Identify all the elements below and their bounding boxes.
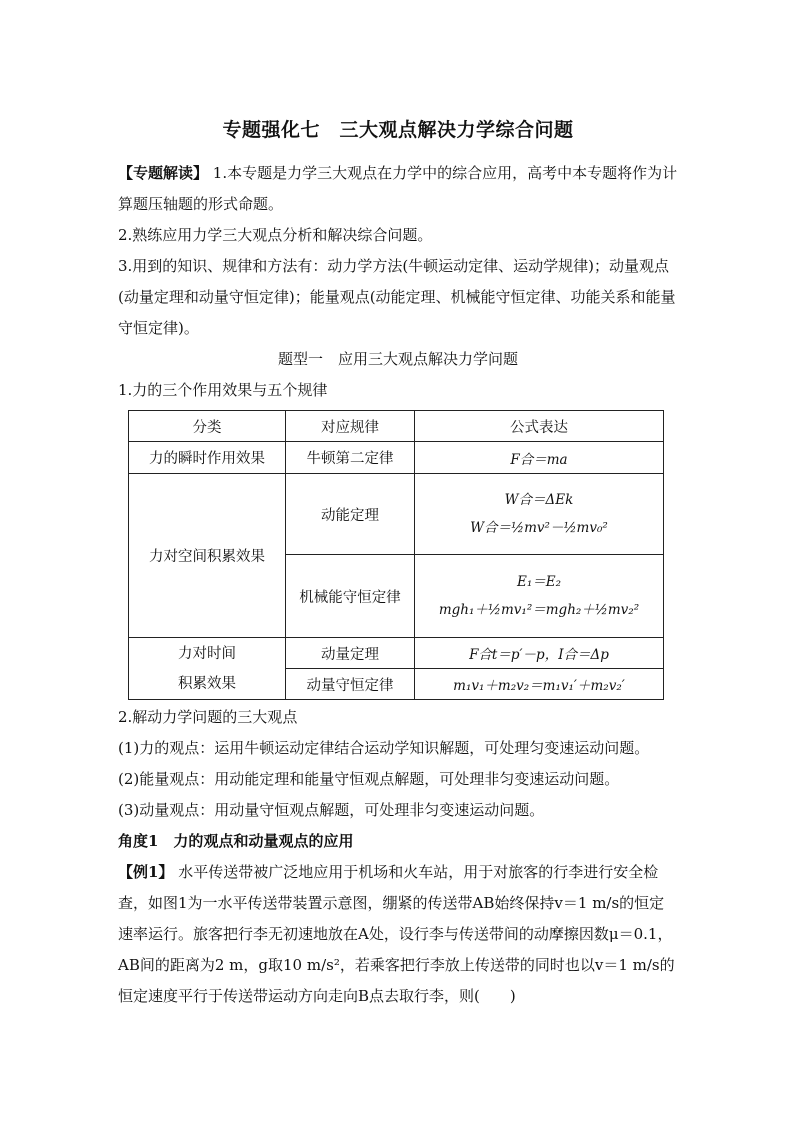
- table-header-category: 分类: [129, 411, 286, 442]
- table-row: [129, 638, 664, 669]
- example-paragraph: [118, 857, 678, 1012]
- formula-kinetic-b: W合＝½mv²－½mv₀²: [470, 520, 608, 536]
- table-cell-formula: [415, 669, 664, 700]
- subheading-viewpoints: 2.解动力学问题的三大观点: [118, 708, 298, 726]
- formula-mech-b: mgh₁＋½mv₁²＝mgh₂＋½mv₂²: [438, 602, 640, 618]
- viewpoint-energy: (2)能量观点：用动能定理和能量守恒观点解题，可处理非匀变速运动问题。: [118, 770, 620, 788]
- table-cell-formula: [415, 474, 664, 555]
- document-page: [118, 115, 678, 1012]
- viewpoint-force: (1)力的观点：运用牛顿运动定律结合运动学知识解题，可处理匀变速运动问题。: [118, 739, 650, 757]
- formula-newton: F合＝ma: [510, 451, 568, 468]
- table-row: [129, 474, 664, 555]
- table-cell-law: 牛顿第二定律: [286, 442, 415, 474]
- table-cell-law: 动量守恒定律: [286, 669, 415, 700]
- formula-kinetic-a: W合＝ΔEk: [504, 492, 574, 508]
- table-cell-category: 力对空间积累效果: [129, 474, 286, 638]
- intro-label: 【专题解读】: [118, 164, 209, 182]
- table-row: [129, 442, 664, 474]
- viewpoint-momentum: (3)动量观点：用动量守恒观点解题，可处理非匀变速运动问题。: [118, 801, 545, 819]
- intro-paragraph-2: 2.熟练应用力学三大观点分析和解决综合问题。: [118, 226, 433, 244]
- formula-momentum-theorem: F合t＝p′－p，I合＝Δp: [469, 647, 609, 663]
- table-cell-formula: [415, 555, 664, 638]
- table-header-law: 对应规律: [286, 411, 415, 442]
- table-cell-law: 机械能守恒定律: [286, 555, 415, 638]
- angle-heading: 角度1 力的观点和动量观点的应用: [118, 832, 354, 850]
- example-text: 水平传送带被广泛地应用于机场和火车站，用于对旅客的行李进行安全检查，如图1为一水平传送带装置示意图，绷紧的传送带AB始终保持v＝1 m/s的恒定速率运行。旅客把行李无初速地放在A处，设行李与传送带间的动摩擦因数μ＝0.1，AB间的距离为2 m，g取10 m/s²，若乘客把行李放上传送带的同时也以v＝1 m/s的恒定速度平行于传送带运动方向走向B点去取行李，则( ): [118, 863, 675, 1005]
- page-title: 专题强化七 三大观点解决力学综合问题: [222, 119, 574, 141]
- table-header-row: [129, 411, 664, 442]
- intro-paragraph-3: 3.用到的知识、规律和方法有：动力学方法(牛顿运动定律、运动学规律)；动量观点(动量定理和动量守恒定律)；能量观点(动能定理、机械能守恒定律、功能关系和能量守恒定律)。: [118, 257, 676, 337]
- intro-text-1: 1.本专题是力学三大观点在力学中的综合应用，高考中本专题将作为计算题压轴题的形式命题。: [118, 164, 678, 213]
- table-cell-category: [129, 638, 286, 700]
- rules-table: [128, 410, 664, 700]
- category-line-2: 积累效果: [178, 675, 236, 692]
- table-header-formula: 公式表达: [415, 411, 664, 442]
- table-cell-law: 动量定理: [286, 638, 415, 669]
- example-label: 【例1】: [118, 863, 174, 881]
- formula-mech-a: E₁＝E₂: [516, 574, 562, 590]
- formula-momentum-conservation: m₁v₁＋m₂v₂＝m₁v₁′＋m₂v₂′: [453, 678, 625, 694]
- section-heading: 题型一 应用三大观点解决力学问题: [277, 350, 518, 368]
- intro-paragraph-1: [118, 158, 678, 220]
- subheading-rules: 1.力的三个作用效果与五个规律: [118, 381, 328, 399]
- table-cell-formula: [415, 638, 664, 669]
- table-cell-formula: [415, 442, 664, 474]
- table-cell-law: 动能定理: [286, 474, 415, 555]
- table-cell-category: 力的瞬时作用效果: [129, 442, 286, 474]
- category-line-1: 力对时间: [178, 645, 236, 662]
